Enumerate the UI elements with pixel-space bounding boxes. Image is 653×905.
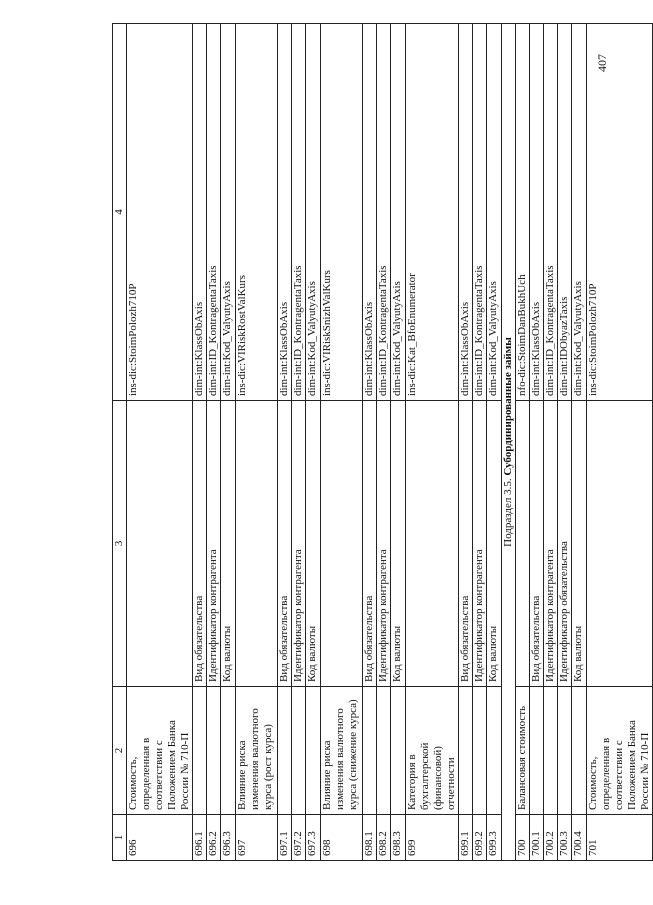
row-number-cell: 698.1 bbox=[363, 815, 377, 861]
row-number-cell: 701 bbox=[587, 815, 653, 861]
row-code-cell: dim-int:ID_KontragentaTaxis bbox=[207, 24, 221, 401]
row-code-cell: dim-int:Kod_ValyutyAxis bbox=[221, 24, 236, 401]
section-heading bbox=[502, 24, 516, 861]
table-row bbox=[127, 24, 193, 861]
row-code-cell: ins-dic:Kat_BfoEnumerator bbox=[406, 24, 459, 401]
row-name-cell bbox=[544, 687, 558, 815]
row-code-cell: dim-int:ID_KontragentaTaxis bbox=[292, 24, 306, 401]
row-dimension-cell: Вид обязательства bbox=[278, 401, 292, 687]
row-number-cell: 699.1 bbox=[459, 815, 473, 861]
row-name-cell bbox=[278, 687, 292, 815]
row-code-cell: dim-int:ID_KontragentaTaxis bbox=[544, 24, 558, 401]
row-code-cell: ins-dic:StoimPolozh710P bbox=[127, 24, 193, 401]
row-dimension-cell bbox=[587, 401, 653, 687]
data-table bbox=[112, 23, 653, 861]
row-name-cell bbox=[391, 687, 406, 815]
table-row bbox=[221, 24, 236, 861]
row-name-cell: Категория в бухгалтерской (финансовой) отчетности bbox=[406, 687, 459, 815]
row-number-cell: 696.3 bbox=[221, 815, 236, 861]
row-name-cell bbox=[193, 687, 207, 815]
row-number-cell: 698.2 bbox=[377, 815, 391, 861]
row-name-cell bbox=[377, 687, 391, 815]
section-prefix: Подраздел 3.5. bbox=[502, 475, 514, 547]
section-title: Субординированные займы bbox=[502, 337, 514, 476]
row-dimension-cell: Код валюты bbox=[487, 401, 502, 687]
row-dimension-cell: Код валюты bbox=[572, 401, 587, 687]
row-name-cell bbox=[558, 687, 572, 815]
page-number: 407 bbox=[595, 54, 609, 72]
row-dimension-cell: Идентификатор контрагента bbox=[473, 401, 487, 687]
row-code-cell: ins-dic:VIRiskRostValKurs bbox=[236, 24, 278, 401]
row-code-cell: dim-int:Kod_ValyutyAxis bbox=[487, 24, 502, 401]
row-dimension-cell: Вид обязательства bbox=[459, 401, 473, 687]
row-name-cell bbox=[221, 687, 236, 815]
row-dimension-cell: Идентификатор контрагента bbox=[207, 401, 221, 687]
row-name-cell bbox=[487, 687, 502, 815]
row-number-cell: 697 bbox=[236, 815, 278, 861]
row-code-cell: ins-dic:VIRiskSnizhValKurs bbox=[321, 24, 363, 401]
row-code-cell: dim-int:IDObyazTaxis bbox=[558, 24, 572, 401]
table-row bbox=[391, 24, 406, 861]
row-number-cell: 699 bbox=[406, 815, 459, 861]
table-row bbox=[544, 24, 558, 861]
row-number-cell: 697.2 bbox=[292, 815, 306, 861]
table-row bbox=[587, 24, 653, 861]
table-row bbox=[572, 24, 587, 861]
row-code-cell: dim-int:KlassObAxis bbox=[193, 24, 207, 401]
row-number-cell: 700 bbox=[516, 815, 530, 861]
row-number-cell: 699.3 bbox=[487, 815, 502, 861]
row-dimension-cell bbox=[127, 401, 193, 687]
header-row bbox=[113, 24, 127, 861]
row-code-cell: dim-int:KlassObAxis bbox=[363, 24, 377, 401]
row-name-cell bbox=[306, 687, 321, 815]
row-number-cell: 696.1 bbox=[193, 815, 207, 861]
row-dimension-cell: Код валюты bbox=[391, 401, 406, 687]
row-dimension-cell: Код валюты bbox=[306, 401, 321, 687]
row-number-cell: 697.3 bbox=[306, 815, 321, 861]
table-row bbox=[306, 24, 321, 861]
row-code-cell: dim-int:Kod_ValyutyAxis bbox=[391, 24, 406, 401]
row-dimension-cell bbox=[236, 401, 278, 687]
row-number-cell: 696.2 bbox=[207, 815, 221, 861]
row-dimension-cell bbox=[321, 401, 363, 687]
row-number-cell: 698.3 bbox=[391, 815, 406, 861]
row-name-cell: Влияние риска изменения валютного курса (рост курса) bbox=[236, 687, 278, 815]
header-col-2: 2 bbox=[113, 687, 127, 815]
row-dimension-cell: Идентификатор контрагента bbox=[377, 401, 391, 687]
row-number-cell: 700.4 bbox=[572, 815, 587, 861]
table-row bbox=[473, 24, 487, 861]
row-code-cell: dim-int:KlassObAxis bbox=[530, 24, 544, 401]
row-name-cell: Стоимость, определенная в соответствии с Положением Банка России № 710-П bbox=[587, 687, 653, 815]
row-number-cell: 697.1 bbox=[278, 815, 292, 861]
table-row bbox=[516, 24, 530, 861]
section-row bbox=[502, 24, 516, 861]
table-row bbox=[321, 24, 363, 861]
row-name-cell: Балансовая стоимость bbox=[516, 687, 530, 815]
row-code-cell: dim-int:ID_KontragentaTaxis bbox=[473, 24, 487, 401]
row-number-cell: 700.2 bbox=[544, 815, 558, 861]
table-row bbox=[487, 24, 502, 861]
row-name-cell bbox=[207, 687, 221, 815]
row-name-cell bbox=[530, 687, 544, 815]
row-name-cell bbox=[459, 687, 473, 815]
row-number-cell: 696 bbox=[127, 815, 193, 861]
table-row bbox=[530, 24, 544, 861]
row-code-cell: ins-dic:StoimPolozh710P bbox=[587, 24, 653, 401]
table-row bbox=[207, 24, 221, 861]
table-row bbox=[236, 24, 278, 861]
row-dimension-cell: Вид обязательства bbox=[193, 401, 207, 687]
table-row bbox=[278, 24, 292, 861]
header-col-4: 4 bbox=[113, 24, 127, 401]
row-number-cell: 700.3 bbox=[558, 815, 572, 861]
header-col-1: 1 bbox=[113, 815, 127, 861]
row-code-cell: dim-int:KlassObAxis bbox=[278, 24, 292, 401]
row-number-cell: 698 bbox=[321, 815, 363, 861]
row-number-cell: 700.1 bbox=[530, 815, 544, 861]
row-name-cell bbox=[572, 687, 587, 815]
table-row bbox=[459, 24, 473, 861]
table-row bbox=[292, 24, 306, 861]
row-number-cell: 699.2 bbox=[473, 815, 487, 861]
row-dimension-cell: Идентификатор контрагента bbox=[292, 401, 306, 687]
row-name-cell: Влияние риска изменения валютного курса (снижение курса) bbox=[321, 687, 363, 815]
row-dimension-cell: Вид обязательства bbox=[363, 401, 377, 687]
header-col-3: 3 bbox=[113, 401, 127, 687]
row-dimension-cell: Вид обязательства bbox=[530, 401, 544, 687]
table-row bbox=[406, 24, 459, 861]
row-dimension-cell bbox=[516, 401, 530, 687]
table-row bbox=[377, 24, 391, 861]
row-dimension-cell: Идентификатор обязательства bbox=[558, 401, 572, 687]
row-code-cell: nfo-dic:StoimDanBukhUch bbox=[516, 24, 530, 401]
table-row bbox=[193, 24, 207, 861]
row-name-cell bbox=[473, 687, 487, 815]
row-code-cell: dim-int:Kod_ValyutyAxis bbox=[572, 24, 587, 401]
row-dimension-cell bbox=[406, 401, 459, 687]
table-row bbox=[558, 24, 572, 861]
row-dimension-cell: Идентификатор контрагента bbox=[544, 401, 558, 687]
table-row bbox=[363, 24, 377, 861]
row-dimension-cell: Код валюты bbox=[221, 401, 236, 687]
row-code-cell: dim-int:ID_KontragentaTaxis bbox=[377, 24, 391, 401]
row-name-cell: Стоимость, определенная в соответствии с Положением Банка России № 710-П bbox=[127, 687, 193, 815]
row-code-cell: dim-int:Kod_ValyutyAxis bbox=[306, 24, 321, 401]
row-name-cell bbox=[292, 687, 306, 815]
row-code-cell: dim-int:KlassObAxis bbox=[459, 24, 473, 401]
row-name-cell bbox=[363, 687, 377, 815]
